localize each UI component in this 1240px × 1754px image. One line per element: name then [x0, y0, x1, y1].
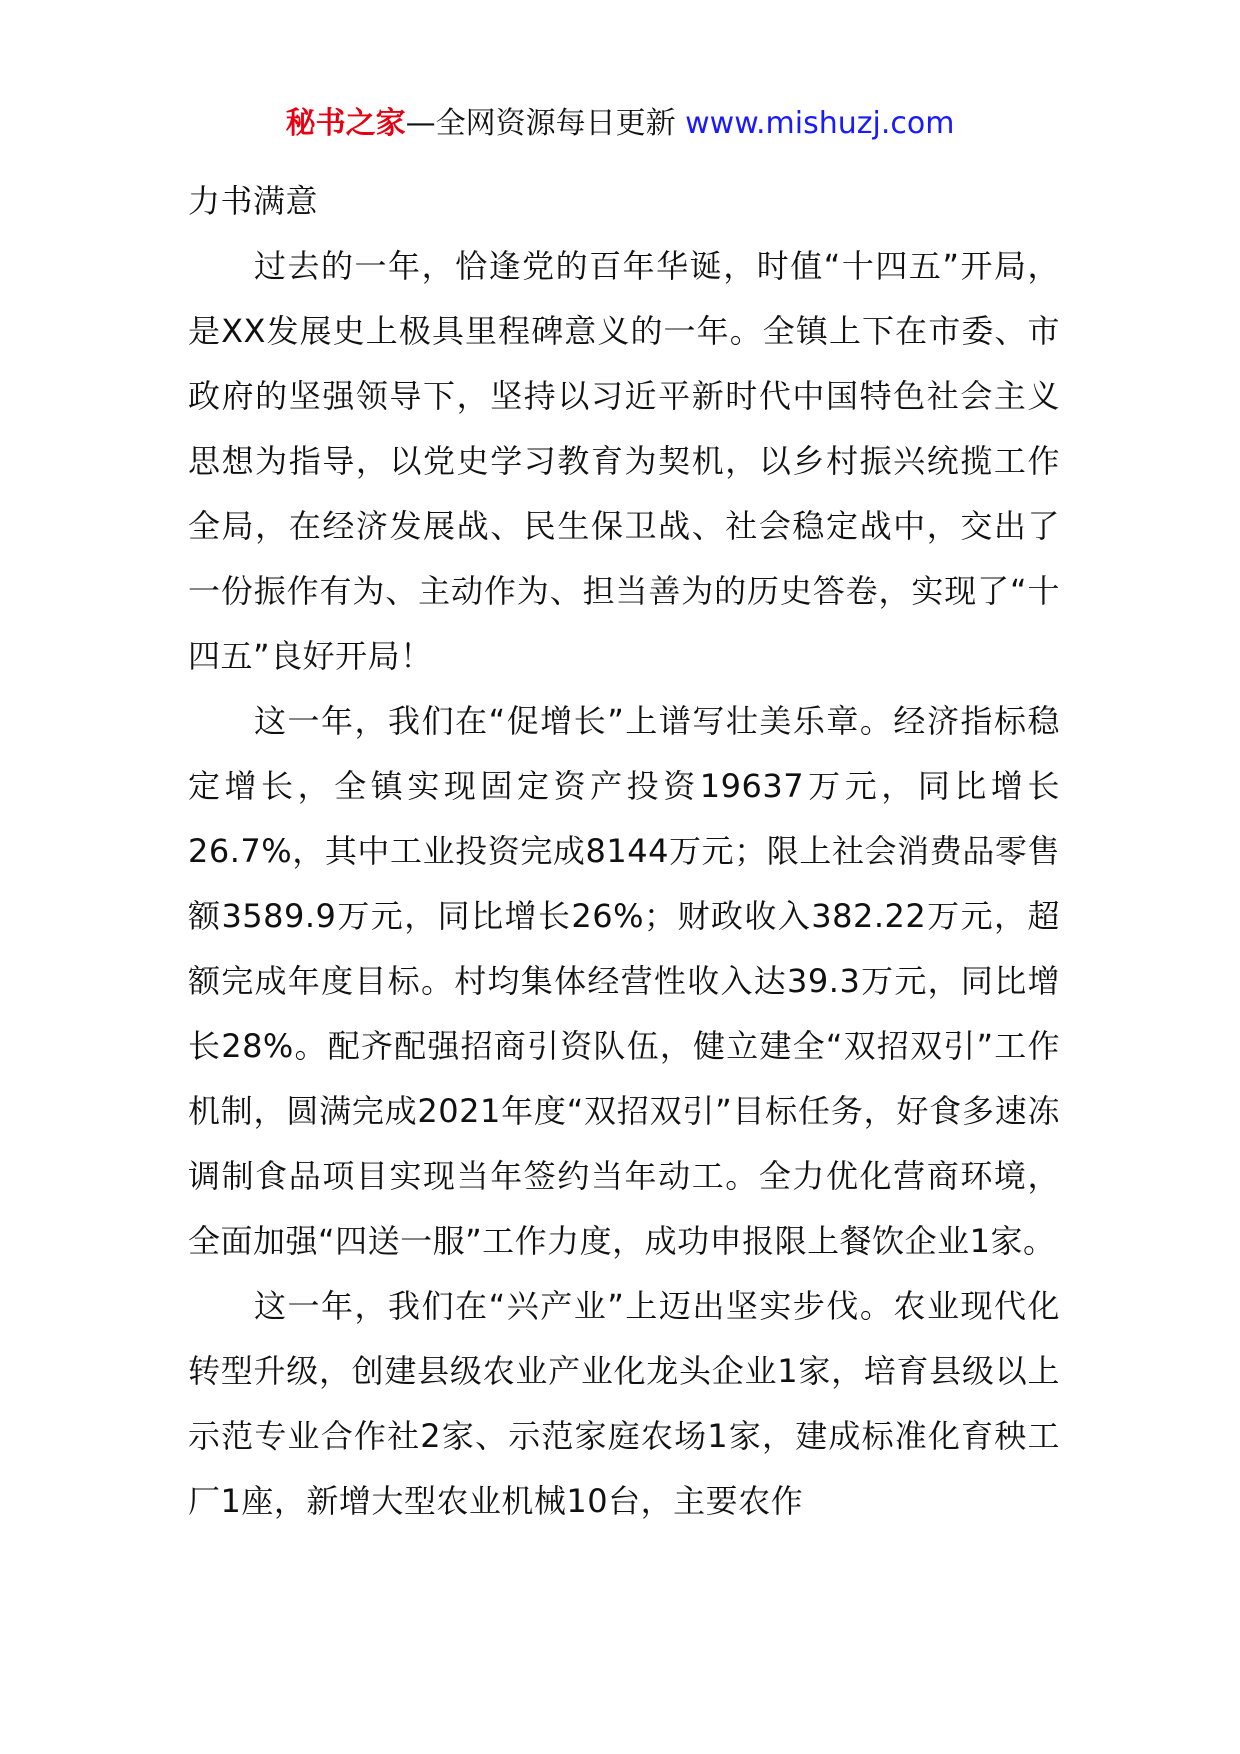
site-header: [0, 102, 1240, 146]
paragraph-growth: 这一年，我们在“促增长”上谱写壮美乐章。经济指标稳定增长，全镇实现固定资产投资19637万元，同比增长26.7%，其中工业投资完成8144万元；限上社会消费品零售额3589.9万元，同比增长26%；财政收入382.22万元，超额完成年度目标。村均集体经营性收入达39.3万元，同比增长28%。配齐配强招商引资队伍，健立建全“双招双引”工作机制，圆满完成2021年度“双招双引”目标任务，好食多速冻调制食品项目实现当年签约当年动工。全力优化营商环境，全面加强“四送一服”工作力度，成功申报限上餐饮企业1家。: [188, 702, 1060, 1260]
document-body: [188, 169, 1060, 1534]
site-tagline: —全网资源每日更新: [405, 106, 686, 141]
paragraph-overview: 过去的一年，恰逢党的百年华诞，时值“十四五”开局，是XX发展史上极具里程碑意义的一年。全镇上下在市委、市政府的坚强领导下，坚持以习近平新时代中国特色社会主义思想为指导，以党史学习教育为契机，以乡村振兴统揽工作全局，在经济发展战、民生保卫战、社会稳定战中，交出了一份振作有为、主动作为、担当善为的历史答卷，实现了“十四五”良好开局！: [188, 247, 1060, 675]
paragraph-continuation: 力书满意: [188, 182, 319, 220]
paragraph-industry: 这一年，我们在“兴产业”上迈出坚实步伐。农业现代化转型升级，创建县级农业产业化龙头企业1家，培育县级以上示范专业合作社2家、示范家庭农场1家，建成标准化育秧工厂1座，新增大型农业机械10台，主要农作: [188, 1287, 1060, 1520]
site-url-link[interactable]: www.mishuzj.com: [685, 106, 955, 141]
site-brand: 秘书之家: [285, 106, 406, 141]
